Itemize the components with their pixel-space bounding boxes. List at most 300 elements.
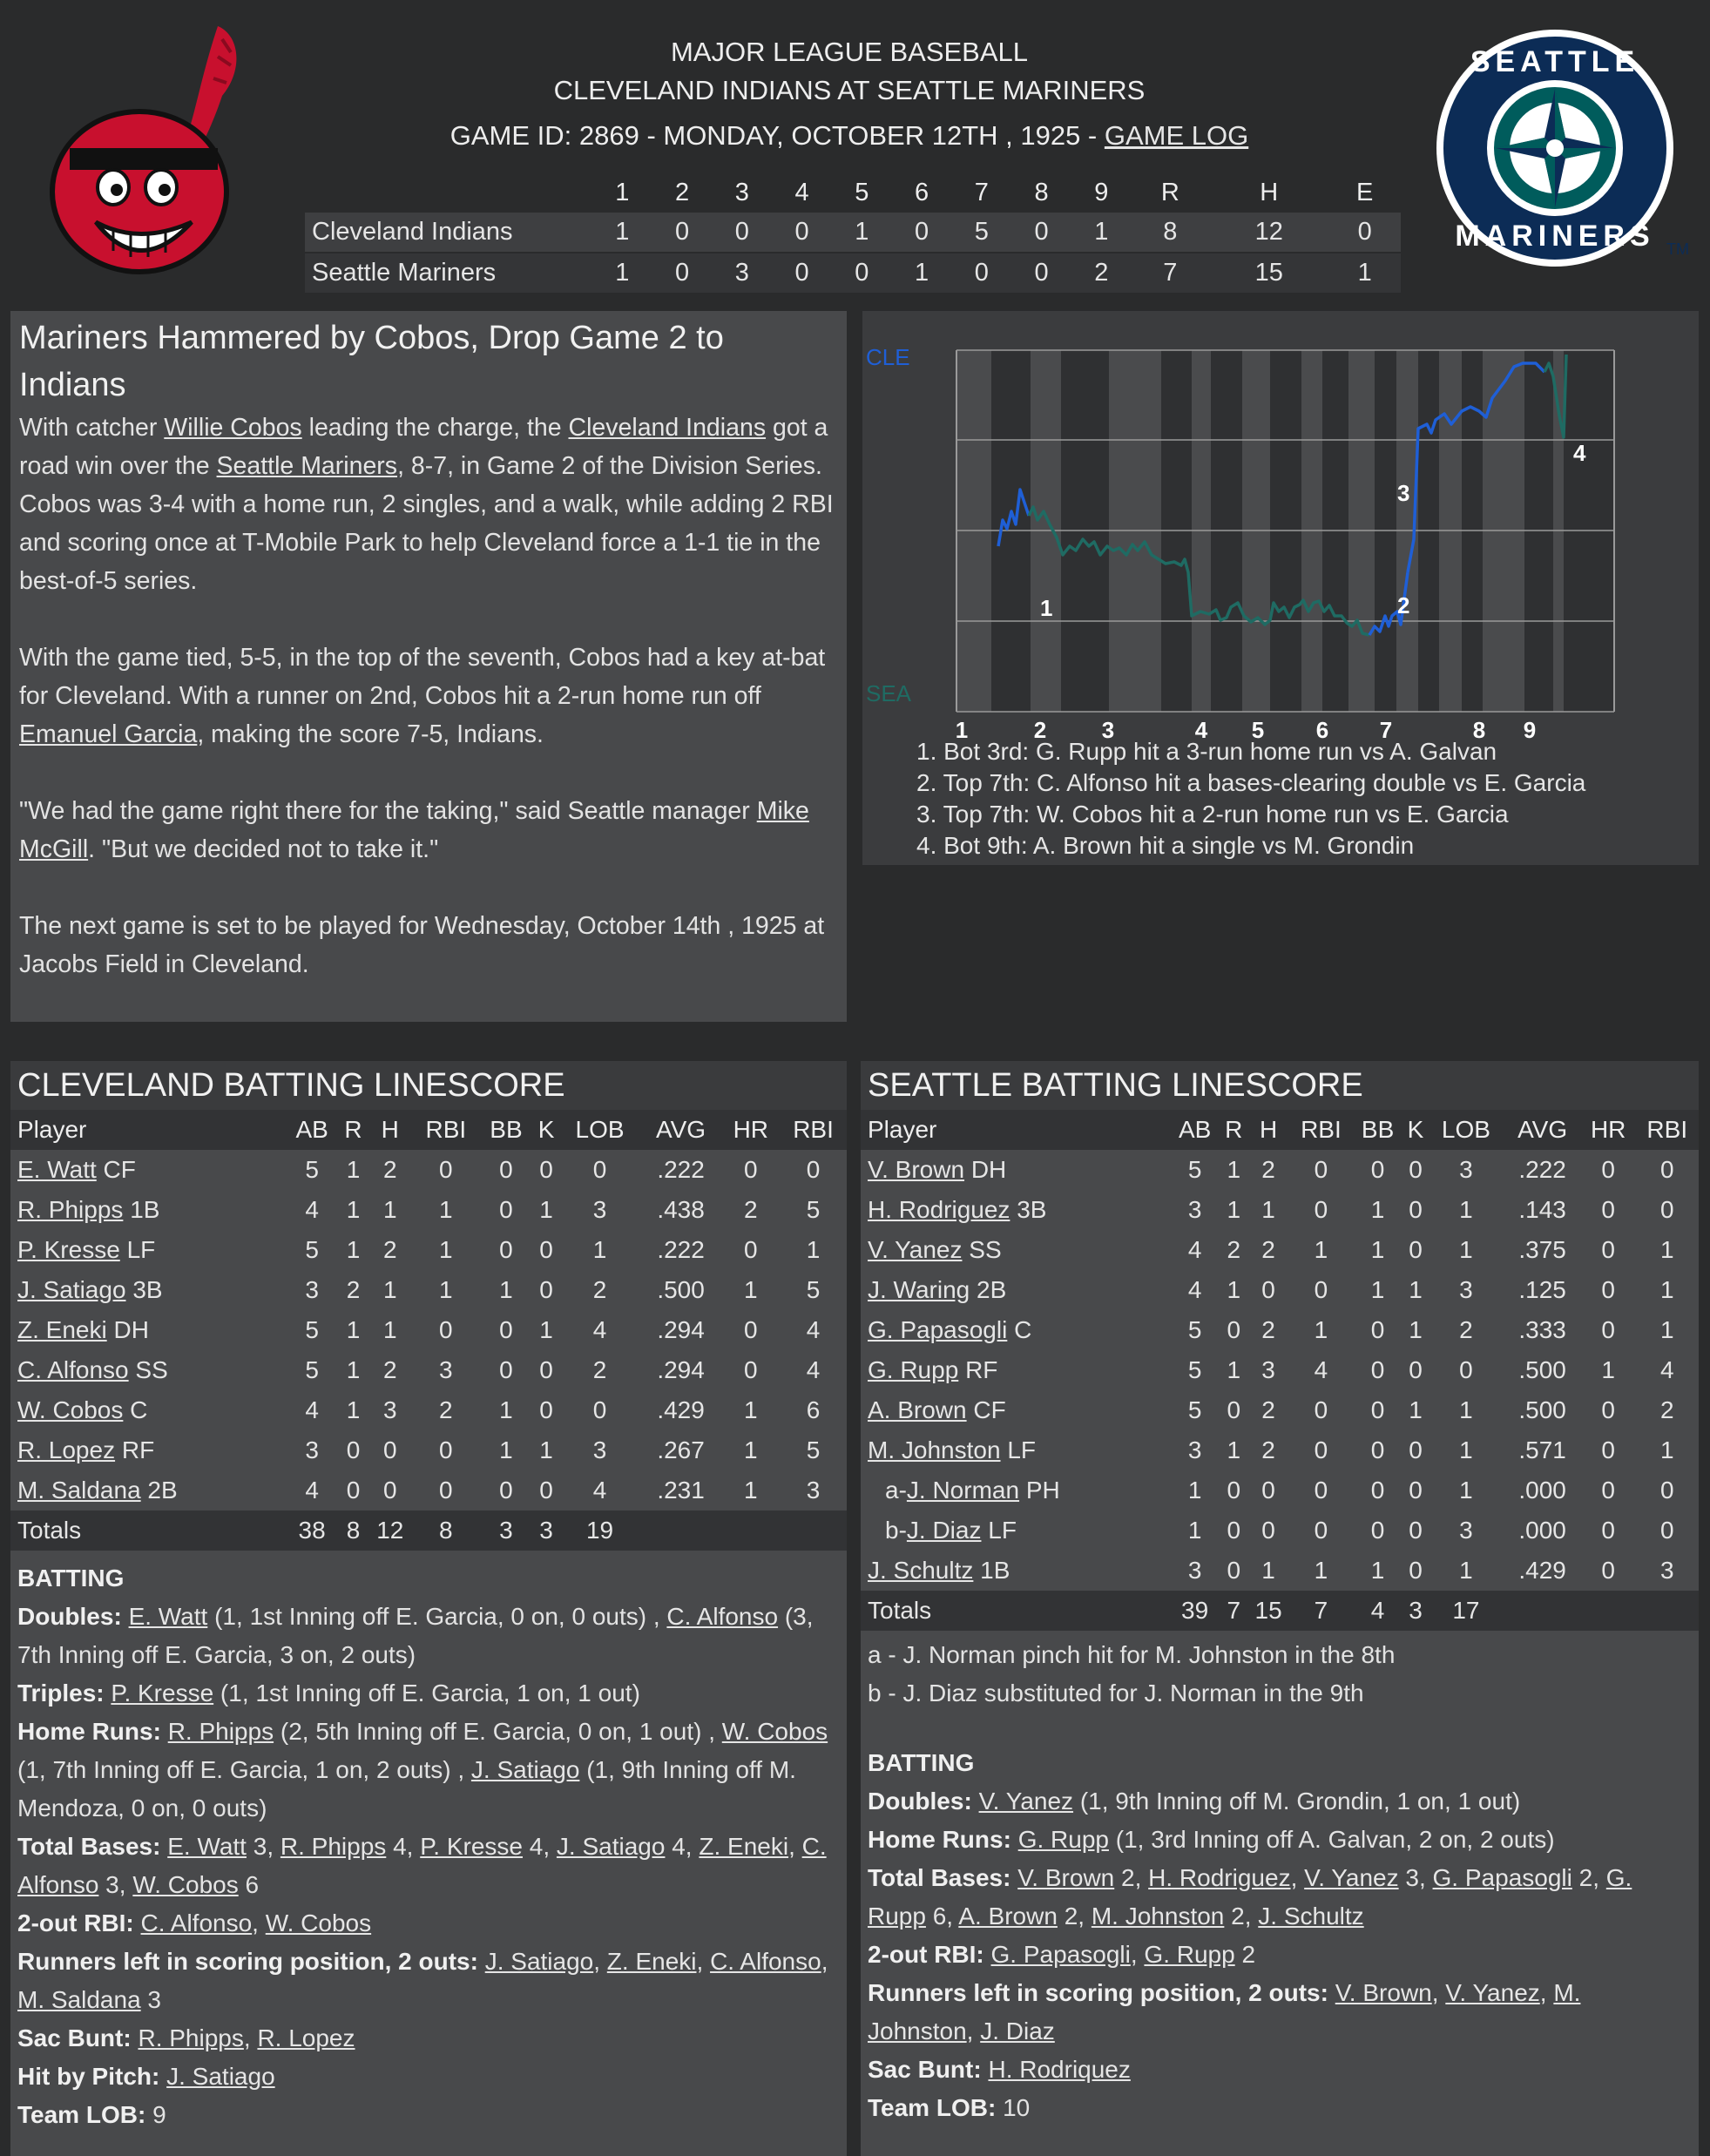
player-position: SS xyxy=(135,1356,168,1383)
player-link[interactable]: A. Brown xyxy=(958,1903,1058,1930)
stat-cell: 1 xyxy=(1370,1196,1385,1223)
stat-cell: 1 xyxy=(439,1236,453,1263)
stat-cell: 0 xyxy=(592,1396,607,1423)
stat-cell: 3 xyxy=(1261,1356,1275,1383)
player-link[interactable]: C. Alfonso xyxy=(666,1603,779,1630)
story-paragraph-4: The next game is set to be played for Wednesday, October 14th , 1925 at Jacobs Field in Cleveland. xyxy=(19,912,825,978)
story-paragraph-3 xyxy=(19,792,838,868)
player-link[interactable]: J. Schultz xyxy=(1258,1903,1364,1930)
player-link[interactable]: P. Kresse xyxy=(17,1236,120,1263)
player-link[interactable]: J. Satiago xyxy=(470,1756,580,1783)
stat-cell: 2 xyxy=(592,1276,607,1303)
batter-cell xyxy=(10,1390,285,1430)
stat-cell: 1 xyxy=(439,1276,453,1303)
stat-cell: 3 xyxy=(1459,1276,1473,1303)
player-position: LF xyxy=(126,1236,156,1263)
seattle-logo-text: SEATTLE xyxy=(1470,45,1640,78)
linescore-cell: 3 xyxy=(734,259,749,287)
batter-cell xyxy=(10,1470,285,1511)
batter-row xyxy=(10,1270,847,1310)
stat-cell: 0 xyxy=(1314,1156,1328,1183)
player-position: RF xyxy=(965,1356,998,1383)
linescore-team-name[interactable]: Cleveland Indians xyxy=(305,213,592,253)
triples-note: Triples: P. Kresse (1, 1st Inning off E. Garcia, 1 on, 1 out) xyxy=(17,1680,640,1707)
stat-cell: 1 xyxy=(1227,1276,1241,1303)
key-play-note: 4. Bot 9th: A. Brown hit a single vs M. Grondin xyxy=(916,832,1415,859)
player-link[interactable]: G. Papasogli xyxy=(1432,1864,1572,1891)
batter-cell xyxy=(861,1511,1170,1551)
stat-cell: 1 xyxy=(744,1276,758,1303)
stat-cell: 5 xyxy=(1187,1356,1202,1383)
player-link[interactable]: R. Lopez xyxy=(17,1436,116,1463)
player-link[interactable]: G. Papasogli xyxy=(868,1316,1008,1343)
stat-cell: 6 xyxy=(806,1396,821,1423)
stat-cell: 0 xyxy=(499,1156,513,1183)
column-header: Player xyxy=(868,1116,937,1143)
player-link[interactable]: P. Kresse xyxy=(111,1680,214,1707)
stat-cell: 0 xyxy=(1601,1436,1615,1463)
stat-cell: 1 xyxy=(346,1316,361,1343)
linescore-col-2: 2 xyxy=(675,178,690,206)
win-probability-chart xyxy=(862,311,1699,865)
stat-cell: .333 xyxy=(1518,1316,1566,1343)
stat-cell: 1 xyxy=(439,1196,453,1223)
player-link[interactable]: R. Phipps xyxy=(280,1833,387,1860)
story-text: With catcher xyxy=(19,414,165,442)
stat-cell: 0 xyxy=(1659,1517,1674,1544)
linescore-col-4: 4 xyxy=(794,178,809,206)
stat-cell: .438 xyxy=(657,1196,705,1223)
manager-link-mike-mcgill[interactable]: Mike McGill xyxy=(19,797,809,863)
key-play-note: 2. Top 7th: C. Alfonso hit a bases-clearing double vs E. Garcia xyxy=(916,769,1586,796)
batter-row xyxy=(861,1511,1699,1551)
story-paragraph-1 xyxy=(19,409,838,600)
stat-cell: 0 xyxy=(592,1156,607,1183)
player-position: DH xyxy=(113,1316,149,1343)
player-link[interactable]: M. Johnston xyxy=(868,1979,1581,2044)
player-link[interactable]: V. Yanez xyxy=(978,1788,1074,1815)
stat-cell: .429 xyxy=(1518,1557,1566,1584)
stat-cell: 0 xyxy=(539,1477,553,1504)
two-out-rbi-note: 2-out RBI: G. Papasogli, G. Rupp 2 xyxy=(868,1941,1256,1968)
batter-row xyxy=(861,1350,1699,1390)
player-link[interactable]: H. Rodriquez xyxy=(988,2056,1131,2083)
stat-cell: .000 xyxy=(1518,1477,1566,1504)
stat-cell: 3 xyxy=(1187,1436,1202,1463)
inning-linescore xyxy=(305,172,1401,293)
linescore-cell: 0 xyxy=(1011,213,1071,253)
player-link[interactable]: J. Norman xyxy=(906,1477,1020,1504)
stat-cell: .375 xyxy=(1518,1236,1566,1263)
column-header: R xyxy=(1225,1116,1243,1143)
player-link[interactable]: J. Satiago xyxy=(556,1833,666,1860)
stat-cell: 0 xyxy=(539,1396,553,1423)
player-link[interactable]: W. Cobos xyxy=(721,1718,828,1745)
player-link[interactable]: W. Cobos xyxy=(17,1396,124,1423)
player-link[interactable]: G. Rupp xyxy=(1144,1941,1235,1968)
batter-cell xyxy=(10,1270,285,1310)
batter-row xyxy=(861,1190,1699,1230)
sub-note-b: b - J. Diaz substituted for J. Norman in the 9th xyxy=(868,1680,1364,1707)
stat-cell: 0 xyxy=(744,1356,758,1383)
column-header: RBI xyxy=(793,1116,834,1143)
player-link[interactable]: R. Phipps xyxy=(167,1718,274,1745)
stat-cell: 1 xyxy=(744,1477,758,1504)
player-position: C xyxy=(130,1396,148,1423)
stat-cell: 1 xyxy=(346,1396,361,1423)
player-position: PH xyxy=(1025,1477,1060,1504)
player-link[interactable]: M. Saldana xyxy=(17,1477,141,1504)
sub-prefix: b- xyxy=(885,1517,907,1544)
game-id-text: GAME ID: 2869 - MONDAY, OCTOBER 12TH , 1925 - xyxy=(449,120,1105,151)
player-link[interactable]: C. Alfonso xyxy=(17,1833,827,1898)
stat-cell: 1 xyxy=(1659,1316,1674,1343)
player-link[interactable]: J. Satiago xyxy=(484,1948,594,1975)
stat-cell: 1 xyxy=(1459,1436,1473,1463)
sea-axis-label: SEA xyxy=(866,680,912,706)
player-link[interactable]: G. Papasogli xyxy=(990,1941,1131,1968)
play-marker: 4 xyxy=(1573,440,1586,466)
column-header: RBI xyxy=(425,1116,467,1143)
batter-row xyxy=(10,1390,847,1430)
play-marker: 3 xyxy=(1397,480,1410,506)
stat-cell: 4 xyxy=(1187,1276,1202,1303)
player-link[interactable]: R. Phipps xyxy=(138,2024,244,2051)
stat-cell: 3 xyxy=(1459,1156,1473,1183)
linescore-col-1: 1 xyxy=(615,178,630,206)
batter-cell xyxy=(861,1190,1170,1230)
sac-bunt-note: Sac Bunt: H. Rodriquez xyxy=(868,2056,1131,2083)
story-text: With the game tied, 5-5, in the top of the seventh, Cobos had a key at-bat for Cleveland. With a runner on 2nd, Cobos hit a 2-run home run off xyxy=(19,644,826,710)
batter-row xyxy=(10,1470,847,1511)
stat-cell: 0 xyxy=(744,1236,758,1263)
linescore-cell: 7 xyxy=(1163,259,1178,287)
totals-cell: 3 xyxy=(1409,1597,1423,1624)
player-link-willie-cobos[interactable]: Willie Cobos xyxy=(164,414,302,442)
column-header: Player xyxy=(17,1116,87,1143)
stat-cell: 2 xyxy=(1261,1396,1275,1423)
stat-cell: 1 xyxy=(806,1236,821,1263)
mariners-logo xyxy=(1433,26,1689,279)
cleveland-batting-table xyxy=(10,1110,847,1551)
player-position: LF xyxy=(988,1517,1017,1544)
stat-cell: 0 xyxy=(499,1316,513,1343)
stat-cell: 0 xyxy=(1370,1436,1385,1463)
totals-cell: 17 xyxy=(1452,1597,1480,1624)
stat-cell: 2 xyxy=(1261,1156,1275,1183)
player-link[interactable]: E. Watt xyxy=(17,1156,97,1183)
batter-row xyxy=(10,1230,847,1270)
stat-cell: 1 xyxy=(1314,1557,1328,1584)
stat-cell: 0 xyxy=(439,1477,453,1504)
batter-cell xyxy=(10,1190,285,1230)
batter-row xyxy=(10,1150,847,1190)
player-link[interactable]: V. Brown xyxy=(1335,1979,1432,2006)
stat-cell: 0 xyxy=(539,1236,553,1263)
linescore-corner xyxy=(305,172,592,213)
totals-row xyxy=(861,1591,1699,1631)
linescore-cell: 0 xyxy=(675,259,690,287)
player-link[interactable]: J. Waring xyxy=(868,1276,970,1303)
stat-cell: 1 xyxy=(1459,1236,1473,1263)
column-header: K xyxy=(537,1116,555,1143)
player-link[interactable]: Z. Eneki xyxy=(606,1948,697,1975)
batter-row xyxy=(861,1310,1699,1350)
linescore-cell: 1 xyxy=(1071,213,1132,253)
stat-cell: .429 xyxy=(657,1396,705,1423)
stat-cell: 4 xyxy=(1314,1356,1328,1383)
stat-cell: 1 xyxy=(346,1196,361,1223)
stat-cell: 1 xyxy=(1370,1236,1385,1263)
risp-note: Runners left in scoring position, 2 outs: J. Satiago, Z. Eneki, C. Alfonso, M. Saldana 3 xyxy=(17,1948,828,2013)
stat-cell: .222 xyxy=(657,1236,705,1263)
player-link[interactable]: C. Alfonso xyxy=(710,1948,821,1975)
stat-cell: 1 xyxy=(499,1436,513,1463)
player-link[interactable]: E. Watt xyxy=(167,1833,247,1860)
stat-cell: 1 xyxy=(539,1316,553,1343)
stat-cell: 0 xyxy=(1370,1517,1385,1544)
stat-cell: 3 xyxy=(1187,1557,1202,1584)
stat-cell: 3 xyxy=(592,1436,607,1463)
column-header: BB xyxy=(490,1116,523,1143)
totals-row xyxy=(10,1511,847,1551)
stat-cell: 0 xyxy=(346,1477,361,1504)
game-log-link[interactable]: GAME LOG xyxy=(1104,120,1249,151)
totals-cell xyxy=(780,1511,847,1551)
player-position: CF xyxy=(973,1396,1006,1423)
inning-tick-label: 1 xyxy=(955,717,969,743)
player-link[interactable]: P. Kresse xyxy=(420,1833,523,1860)
player-position: 3B xyxy=(132,1276,163,1303)
player-link[interactable]: M. Johnston xyxy=(868,1436,1001,1463)
stat-cell: 0 xyxy=(1227,1396,1241,1423)
stat-cell: .500 xyxy=(657,1276,705,1303)
batter-row xyxy=(861,1230,1699,1270)
player-link[interactable]: J. Schultz xyxy=(868,1557,974,1584)
player-link-emanuel-garcia[interactable]: Emanuel Garcia xyxy=(19,720,198,748)
player-link[interactable]: J. Satiago xyxy=(17,1276,126,1303)
linescore-col-h: H xyxy=(1260,178,1279,206)
stat-cell: .000 xyxy=(1518,1517,1566,1544)
stat-cell: 0 xyxy=(499,1477,513,1504)
game-header xyxy=(0,0,1710,305)
linescore-row-cleveland xyxy=(305,213,1401,253)
inning-tick-label: 9 xyxy=(1523,717,1537,743)
player-link[interactable]: M. Saldana xyxy=(17,1986,141,2013)
key-play-note: 3. Top 7th: W. Cobos hit a 2-run home run vs E. Garcia xyxy=(916,801,1509,828)
play-marker: 1 xyxy=(1040,595,1053,621)
stat-cell: 2 xyxy=(382,1236,397,1263)
stat-cell: 1 xyxy=(382,1276,397,1303)
totals-cell: 8 xyxy=(346,1517,361,1544)
stat-cell: 0 xyxy=(1601,1236,1615,1263)
stat-cell: 0 xyxy=(1409,1156,1423,1183)
player-link[interactable]: R. Phipps xyxy=(17,1196,124,1223)
batter-row xyxy=(10,1430,847,1470)
player-link[interactable]: J. Diaz xyxy=(980,2017,1055,2044)
stat-cell: 1 xyxy=(1227,1156,1241,1183)
player-link[interactable]: V. Yanez xyxy=(1445,1979,1540,2006)
stat-cell: 1 xyxy=(1314,1236,1328,1263)
risp-note: Runners left in scoring position, 2 outs: V. Brown, V. Yanez, M. Johnston, J. Diaz xyxy=(868,1979,1581,2044)
stat-cell: 2 xyxy=(744,1196,758,1223)
batter-cell xyxy=(861,1150,1170,1190)
stat-cell: 0 xyxy=(1409,1236,1423,1263)
stat-cell: 1 xyxy=(1409,1396,1423,1423)
trademark-text: TM xyxy=(1666,240,1689,258)
story-headline: Mariners Hammered by Cobos, Drop Game 2 to Indians xyxy=(19,320,724,403)
stat-cell: 0 xyxy=(382,1436,397,1463)
column-header: R xyxy=(344,1116,362,1143)
player-link[interactable]: R. Lopez xyxy=(257,2024,355,2051)
stat-cell: 0 xyxy=(1601,1276,1615,1303)
stat-cell: 5 xyxy=(806,1196,821,1223)
batter-row xyxy=(861,1150,1699,1190)
stat-cell: 4 xyxy=(305,1477,319,1504)
stat-cell: 0 xyxy=(1659,1477,1674,1504)
stat-cell: 0 xyxy=(806,1156,821,1183)
totals-cell: 12 xyxy=(376,1517,404,1544)
stat-cell: 2 xyxy=(1459,1316,1473,1343)
stat-cell: 0 xyxy=(1227,1557,1241,1584)
column-header: K xyxy=(1407,1116,1424,1143)
stat-cell: 0 xyxy=(1314,1436,1328,1463)
stat-cell: 0 xyxy=(539,1356,553,1383)
linescore-team-name[interactable]: Seattle Mariners xyxy=(312,259,497,287)
hbp-note: Hit by Pitch: J. Satiago xyxy=(17,2063,275,2090)
stat-cell: 0 xyxy=(1227,1477,1241,1504)
player-position: 1B xyxy=(980,1557,1010,1584)
home-runs-note: Home Runs: G. Rupp (1, 3rd Inning off A. Galvan, 2 on, 2 outs) xyxy=(868,1826,1555,1853)
player-position: 1B xyxy=(130,1196,160,1223)
stat-cell: 1 xyxy=(1409,1316,1423,1343)
linescore-col-6: 6 xyxy=(915,178,929,206)
team-link-cleveland[interactable]: Cleveland Indians xyxy=(568,414,767,442)
story-text: , 8-7, in Game 2 of the Division Series. Cobos was 3-4 with a home run, 2 singles, and a walk, while adding 2 RBI and scoring once at T-Mobile Park to help Cleveland force a 1-1 tie in the best-of-5 series. xyxy=(19,452,834,595)
linescore-cell: 12 xyxy=(1209,213,1328,253)
player-link[interactable]: C. Alfonso xyxy=(140,1909,253,1936)
stat-cell: .294 xyxy=(657,1316,705,1343)
player-link[interactable]: Z. Eneki xyxy=(699,1833,789,1860)
batter-cell xyxy=(10,1350,285,1390)
player-link[interactable]: W. Cobos xyxy=(265,1909,372,1936)
batter-cell xyxy=(861,1270,1170,1310)
batter-cell xyxy=(861,1350,1170,1390)
game-story xyxy=(10,311,847,1022)
stat-cell: 1 xyxy=(1261,1557,1275,1584)
stat-cell: 0 xyxy=(1601,1557,1615,1584)
player-link[interactable]: V. Yanez xyxy=(868,1236,963,1263)
stat-cell: 0 xyxy=(1314,1276,1328,1303)
stat-cell: 0 xyxy=(1409,1356,1423,1383)
stat-cell: 1 xyxy=(1227,1356,1241,1383)
player-link[interactable]: E. Watt xyxy=(128,1603,208,1630)
stat-cell: 1 xyxy=(1227,1436,1241,1463)
batter-cell xyxy=(861,1430,1170,1470)
linescore-col-9: 9 xyxy=(1094,178,1109,206)
stat-cell: 0 xyxy=(1314,1396,1328,1423)
player-link[interactable]: Z. Eneki xyxy=(17,1316,107,1343)
stat-cell: 1 xyxy=(539,1436,553,1463)
seattle-batting-title: SEATTLE BATTING LINESCORE xyxy=(861,1061,1699,1110)
stat-cell: 1 xyxy=(592,1236,607,1263)
stat-cell: .267 xyxy=(657,1436,705,1463)
stat-cell: 0 xyxy=(1370,1477,1385,1504)
story-paragraph-2 xyxy=(19,639,838,754)
player-link[interactable]: G. Rupp xyxy=(868,1356,959,1383)
stat-cell: 0 xyxy=(499,1236,513,1263)
sub-prefix: a- xyxy=(885,1477,907,1504)
sub-note-a: a - J. Norman pinch hit for M. Johnston in the 8th xyxy=(868,1641,1396,1668)
batter-cell xyxy=(861,1551,1170,1591)
linescore-cell: 2 xyxy=(1094,259,1109,287)
total-bases-note: Total Bases: V. Brown 2, H. Rodriguez, V. Yanez 3, G. Papasogli 2, G. Rupp 6, A. Brown 2, M. Johnston 2, J. Schultz xyxy=(868,1864,1632,1930)
stat-cell: 1 xyxy=(1227,1196,1241,1223)
linescore-col-5: 5 xyxy=(855,178,869,206)
linescore-cell: 0 xyxy=(892,213,952,253)
player-link[interactable]: W. Cobos xyxy=(132,1871,239,1898)
stat-cell: 0 xyxy=(1314,1517,1328,1544)
column-header: LOB xyxy=(575,1116,625,1143)
stat-cell: 2 xyxy=(1261,1436,1275,1463)
totals-cell: 7 xyxy=(1314,1597,1328,1624)
player-link[interactable]: M. Johnston xyxy=(1091,1903,1225,1930)
player-link[interactable]: J. Diaz xyxy=(906,1517,982,1544)
player-link[interactable]: J. Satiago xyxy=(166,2063,275,2090)
batter-row xyxy=(861,1551,1699,1591)
stat-cell: 0 xyxy=(499,1196,513,1223)
stat-cell: 1 xyxy=(1659,1276,1674,1303)
player-link[interactable]: V. Yanez xyxy=(1304,1864,1399,1891)
batter-row xyxy=(861,1470,1699,1511)
stat-cell: 0 xyxy=(499,1356,513,1383)
player-link[interactable]: A. Brown xyxy=(868,1396,967,1423)
batter-row xyxy=(10,1190,847,1230)
column-header: HR xyxy=(1590,1116,1626,1143)
cleveland-batting-title: CLEVELAND BATTING LINESCORE xyxy=(10,1061,847,1110)
column-header: H xyxy=(381,1116,399,1143)
player-link[interactable]: G. Rupp xyxy=(1017,1826,1109,1853)
stat-cell: 0 xyxy=(1601,1517,1615,1544)
player-link[interactable]: V. Brown xyxy=(1017,1864,1115,1891)
inning-tick-label: 2 xyxy=(1033,717,1047,743)
mariners-logo-text: MARINERS xyxy=(1455,220,1655,253)
stat-cell: 0 xyxy=(1601,1156,1615,1183)
stat-cell: 0 xyxy=(1261,1477,1275,1504)
player-link[interactable]: H. Rodriguez xyxy=(868,1196,1010,1223)
stat-cell: 3 xyxy=(1187,1196,1202,1223)
player-link[interactable]: G. Rupp xyxy=(868,1864,1632,1930)
stat-cell: 3 xyxy=(382,1396,397,1423)
two-out-rbi-note: 2-out RBI: C. Alfonso, W. Cobos xyxy=(17,1909,372,1936)
stat-cell: 0 xyxy=(1409,1196,1423,1223)
team-link-seattle[interactable]: Seattle Mariners xyxy=(216,452,398,480)
stat-cell: 1 xyxy=(382,1196,397,1223)
stat-cell: 1 xyxy=(1459,1477,1473,1504)
inning-tick-label: 4 xyxy=(1194,717,1208,743)
batter-cell xyxy=(861,1390,1170,1430)
linescore-cell: 15 xyxy=(1254,259,1283,287)
linescore-header xyxy=(305,172,1401,213)
win-probability-graph xyxy=(862,311,1699,747)
column-header: AB xyxy=(295,1116,328,1143)
player-link[interactable]: C. Alfonso xyxy=(17,1356,129,1383)
player-link[interactable]: V. Brown xyxy=(868,1156,965,1183)
inning-tick-label: 6 xyxy=(1315,717,1329,743)
stat-cell: .500 xyxy=(1518,1356,1566,1383)
totals-cell xyxy=(1504,1591,1580,1631)
player-link[interactable]: H. Rodriguez xyxy=(1148,1864,1291,1891)
